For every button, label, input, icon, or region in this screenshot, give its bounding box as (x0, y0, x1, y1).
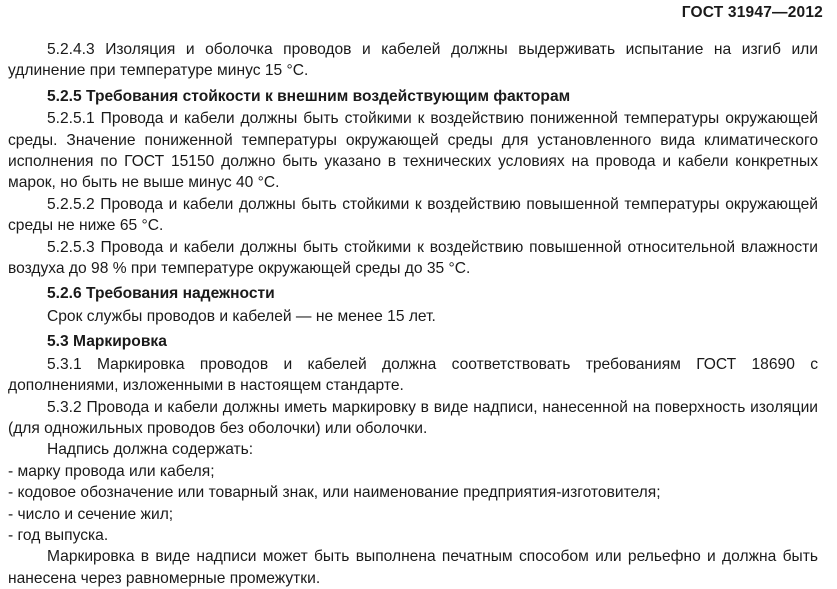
clause-5-2-6-text: Срок службы проводов и кабелей — не менее 15 лет. (47, 307, 436, 325)
inscription-list (8, 461, 818, 547)
clause-5-2-5-1: 5.2.5.1 Провода и кабели должны быть стойкими к воздействию пониженной температуры окружающей среды. Значение пониженной температуры окружающей среды для установленного вида климатического исполнения по ГОСТ 15150 должно быть указано в технических условиях на провода и кабели конкретных марок, но быть не выше минус 40 °С. (8, 110, 818, 192)
heading-5-2-6: 5.2.6 Требования надежности (47, 285, 275, 303)
clause-5-2-5-3: 5.2.5.3 Провода и кабели должны быть стойкими к воздействию повышенной относительной влажности воздуха до 98 % при температуре окружающей среды до 35 °С. (8, 238, 818, 278)
document-body (8, 39, 818, 589)
heading-5-2-5: 5.2.5 Требования стойкости к внешним воздействующим факторам (47, 87, 571, 105)
list-item: - год выпуска. (8, 526, 109, 544)
clause-5-3-2: 5.3.2 Провода и кабели должны иметь маркировку в виде надписи, нанесенной на поверхность изоляции (для одножильных проводов без оболочки) или оболочки. (8, 398, 818, 437)
clause-5-2-5-2: 5.2.5.2 Провода и кабели должны быть стойкими к воздействию повышенной температуры окружающей среды не ниже 65 °С. (8, 195, 818, 235)
list-item: - марку провода или кабеля; (8, 462, 215, 480)
list-item: - число и сечение жил; (8, 505, 174, 523)
clause-marking-method: Маркировка в виде надписи может быть выполнена печатным способом или рельефно и должна быть нанесена через равномерные промежутки. (8, 548, 818, 587)
document-id-header: ГОСТ 31947—2012 (681, 4, 823, 21)
clause-5-3-1: 5.3.1 Маркировка проводов и кабелей должна соответствовать требованиям ГОСТ 18690 с дополнениями, изложенными в настоящем стандарте. (8, 355, 818, 395)
clause-5-2-4-3: 5.2.4.3 Изоляция и оболочка проводов и кабелей должны выдерживать испытание на изгиб или удлинение при температуре минус 15 °С. (8, 41, 818, 80)
list-item: - кодовое обозначение или товарный знак, или наименование предприятия-изготовителя; (8, 484, 661, 502)
inscription-intro: Надпись должна содержать: (47, 441, 254, 459)
heading-5-3: 5.3 Маркировка (47, 333, 167, 351)
